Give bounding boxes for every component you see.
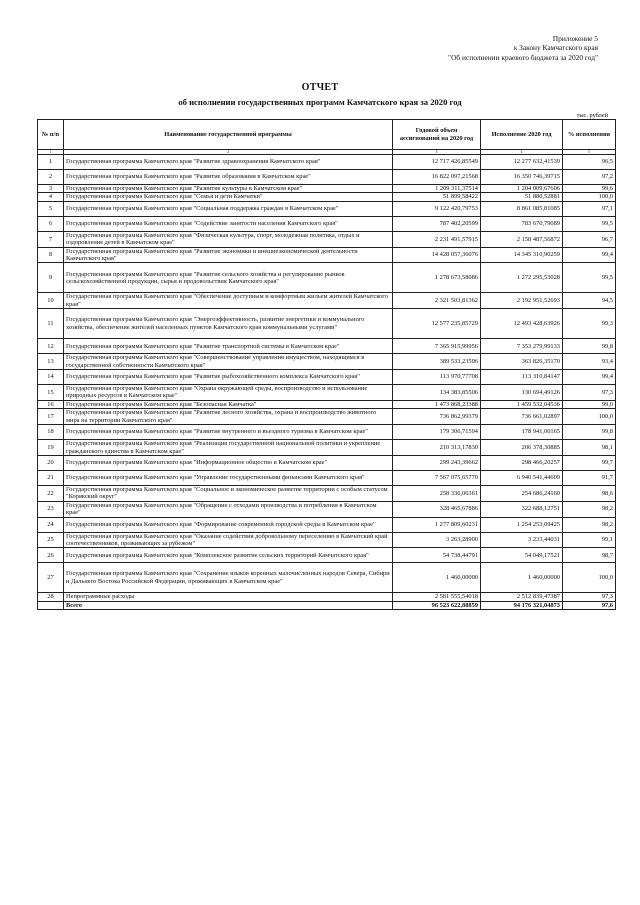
planned-amount: 1 277 809,60231 bbox=[393, 517, 481, 532]
executed-amount: 130 694,49126 bbox=[481, 385, 563, 401]
execution-percent: 98,7 bbox=[563, 548, 616, 563]
program-name: Государственная программа Камчатского края "Развитие здравоохранения Камчатского края" bbox=[64, 155, 393, 170]
table-row bbox=[38, 216, 616, 231]
execution-percent: 99,5 bbox=[563, 263, 616, 293]
units-label: тыс. рублей bbox=[576, 112, 608, 119]
execution-percent: 100,0 bbox=[563, 409, 616, 425]
total-fact: 94 176 321,04873 bbox=[481, 601, 563, 609]
row-number: 5 bbox=[38, 201, 64, 216]
table-row bbox=[38, 563, 616, 593]
header-name: Наименование государственной программы bbox=[64, 120, 393, 150]
executed-amount: 12 277 632,41539 bbox=[481, 155, 563, 170]
table-row bbox=[38, 170, 616, 185]
program-name: Государственная программа Камчатского края "Обеспечение доступным и комфортным жильем жителей Камчатского края" bbox=[64, 293, 393, 309]
row-number: 26 bbox=[38, 548, 64, 563]
program-name: Государственная программа Камчатского края "Оказание содействия добровольному переселению в Камчатский край соотечественников, проживающих за рубежом" bbox=[64, 532, 393, 548]
executed-amount: 298 466,20257 bbox=[481, 455, 563, 470]
planned-amount: 1 209 311,37514 bbox=[393, 185, 481, 193]
execution-percent: 99,8 bbox=[563, 425, 616, 440]
report-table bbox=[37, 119, 616, 610]
header-pct: % исполнения bbox=[563, 120, 616, 150]
planned-amount: 787 402,20599 bbox=[393, 216, 481, 231]
header-plan: Годовой объем ассигнований на 2020 год bbox=[393, 120, 481, 150]
executed-amount: 54 049,17521 bbox=[481, 548, 563, 563]
row-number: 24 bbox=[38, 517, 64, 532]
row-number: 23 bbox=[38, 501, 64, 517]
total-num-cell bbox=[38, 601, 64, 609]
table-row bbox=[38, 470, 616, 485]
planned-amount: 7 567 075,65770 bbox=[393, 470, 481, 485]
column-index: 3 bbox=[393, 150, 481, 155]
planned-amount: 258 336,06361 bbox=[393, 485, 481, 501]
program-name: Государственная программа Камчатского края "Сохранение языков коренных малочисленных народов Севера, Сибири и Дальнего Востока Российской Федерации, проживающих в Камчатском крае" bbox=[64, 563, 393, 593]
execution-percent: 99,8 bbox=[563, 339, 616, 354]
executed-amount: 2 192 951,52693 bbox=[481, 293, 563, 309]
row-number: 21 bbox=[38, 470, 64, 485]
program-name: Государственная программа Камчатского края "Развитие образования в Камчатском крае" bbox=[64, 170, 393, 185]
execution-percent: 94,5 bbox=[563, 293, 616, 309]
planned-amount: 736 862,99379 bbox=[393, 409, 481, 425]
program-name: Государственная программа Камчатского края "Семья и дети Камчатки" bbox=[64, 193, 393, 201]
row-number: 25 bbox=[38, 532, 64, 548]
header-fact: Исполнение 2020 год bbox=[481, 120, 563, 150]
planned-amount: 1 460,00000 bbox=[393, 563, 481, 593]
total-plan: 96 523 622,88859 bbox=[393, 601, 481, 609]
program-name: Государственная программа Камчатского края "Развитие внутреннего и въездного туризма в Камчатском крае" bbox=[64, 425, 393, 440]
executed-amount: 1 272 295,53028 bbox=[481, 263, 563, 293]
table-row bbox=[38, 440, 616, 456]
executed-amount: 3 233,44031 bbox=[481, 532, 563, 548]
row-number: 4 bbox=[38, 193, 64, 201]
executed-amount: 6 940 541,44609 bbox=[481, 470, 563, 485]
row-number: 14 bbox=[38, 370, 64, 385]
execution-percent: 99,0 bbox=[563, 400, 616, 408]
table-row bbox=[38, 185, 616, 193]
row-number: 16 bbox=[38, 400, 64, 408]
program-name: Государственная программа Камчатского края "Совершенствование управления имуществом, находящимся в государственной собственности Камчатского края" bbox=[64, 354, 393, 370]
appendix-line-2: к Закону Камчатского края bbox=[513, 43, 598, 53]
executed-amount: 322 688,12751 bbox=[481, 501, 563, 517]
table-row bbox=[38, 193, 616, 201]
executed-amount: 12 493 428,63926 bbox=[481, 309, 563, 339]
table-row bbox=[38, 593, 616, 601]
row-number: 13 bbox=[38, 354, 64, 370]
row-number: 9 bbox=[38, 263, 64, 293]
table-row bbox=[38, 532, 616, 548]
planned-amount: 12 717 426,85549 bbox=[393, 155, 481, 170]
table-row bbox=[38, 455, 616, 470]
execution-percent: 99,1 bbox=[563, 532, 616, 548]
executed-amount: 206 378,30885 bbox=[481, 440, 563, 456]
execution-percent: 99,4 bbox=[563, 247, 616, 263]
planned-amount: 9 122 420,79753 bbox=[393, 201, 481, 216]
planned-amount: 2 321 503,81362 bbox=[393, 293, 481, 309]
program-name: Государственная программа Камчатского края "Развитие транспортной системы в Камчатском крае" bbox=[64, 339, 393, 354]
total-label: Всего bbox=[64, 601, 393, 609]
row-number: 12 bbox=[38, 339, 64, 354]
execution-percent: 100,0 bbox=[563, 563, 616, 593]
planned-amount: 1 473 868,23388 bbox=[393, 400, 481, 408]
execution-percent: 91,7 bbox=[563, 470, 616, 485]
planned-amount: 3 263,28900 bbox=[393, 532, 481, 548]
row-number: 10 bbox=[38, 293, 64, 309]
table-row bbox=[38, 409, 616, 425]
program-name: Государственная программа Камчатского края "Обращение с отходами производства и потребления в Камчатском крае" bbox=[64, 501, 393, 517]
row-number: 3 bbox=[38, 185, 64, 193]
program-name: Государственная программа Камчатского края "Комплексное развитие сельских территорий Камчатского края" bbox=[64, 548, 393, 563]
program-name: Государственная программа Камчатского края "Социальное и экономическое развитие территории с особым статусом "Корякский округ" bbox=[64, 485, 393, 501]
executed-amount: 113 310,84147 bbox=[481, 370, 563, 385]
execution-percent: 98,2 bbox=[563, 517, 616, 532]
execution-percent: 96,7 bbox=[563, 231, 616, 247]
table-row bbox=[38, 385, 616, 401]
appendix-note bbox=[448, 34, 598, 62]
table-row bbox=[38, 339, 616, 354]
appendix-line-3: "Об исполнении краевого бюджета за 2020 год" bbox=[448, 52, 598, 62]
planned-amount: 389 533,23506 bbox=[393, 354, 481, 370]
program-name: Государственная программа Камчатского края "Социальная поддержка граждан в Камчатском крае" bbox=[64, 201, 393, 216]
planned-amount: 328 465,67886 bbox=[393, 501, 481, 517]
execution-percent: 98,1 bbox=[563, 440, 616, 456]
planned-amount: 113 970,77708 bbox=[393, 370, 481, 385]
row-number: 20 bbox=[38, 455, 64, 470]
executed-amount: 1 460,00000 bbox=[481, 563, 563, 593]
table-row bbox=[38, 548, 616, 563]
program-name: Государственная программа Камчатского края "Управление государственными финансами Камчатского края" bbox=[64, 470, 393, 485]
planned-amount: 7 365 915,99956 bbox=[393, 339, 481, 354]
program-name: Государственная программа Камчатского края "Формирование современной городской среды в Камчатском крае" bbox=[64, 517, 393, 532]
executed-amount: 2 158 487,56872 bbox=[481, 231, 563, 247]
table-row bbox=[38, 231, 616, 247]
row-number: 6 bbox=[38, 216, 64, 231]
executed-amount: 7 353 279,99133 bbox=[481, 339, 563, 354]
header-num: № п/п bbox=[38, 120, 64, 150]
program-name: Государственная программа Камчатского края "Развитие лесного хозяйства, охрана и воспроизводство животного мира на территории Камчатского края" bbox=[64, 409, 393, 425]
planned-amount: 134 383,85506 bbox=[393, 385, 481, 401]
executed-amount: 14 345 310,90259 bbox=[481, 247, 563, 263]
column-index: 4 bbox=[481, 150, 563, 155]
execution-percent: 97,1 bbox=[563, 201, 616, 216]
execution-percent: 97,2 bbox=[563, 170, 616, 185]
execution-percent: 99,3 bbox=[563, 309, 616, 339]
executed-amount: 51 880,52881 bbox=[481, 193, 563, 201]
table-row bbox=[38, 354, 616, 370]
execution-percent: 99,4 bbox=[563, 370, 616, 385]
table-row bbox=[38, 247, 616, 263]
execution-percent: 99,7 bbox=[563, 455, 616, 470]
row-number: 17 bbox=[38, 409, 64, 425]
column-index: 5 bbox=[563, 150, 616, 155]
planned-amount: 12 577 235,85729 bbox=[393, 309, 481, 339]
planned-amount: 1 278 673,58086 bbox=[393, 263, 481, 293]
total-row bbox=[38, 601, 616, 609]
program-name: Государственная программа Камчатского края "Информационное общество в Камчатском крае" bbox=[64, 455, 393, 470]
row-number: 28 bbox=[38, 593, 64, 601]
execution-percent: 97,3 bbox=[563, 593, 616, 601]
table-row bbox=[38, 400, 616, 408]
executed-amount: 736 661,02897 bbox=[481, 409, 563, 425]
execution-percent: 98,2 bbox=[563, 501, 616, 517]
total-pct: 97,6 bbox=[563, 601, 616, 609]
planned-amount: 2 581 555,54018 bbox=[393, 593, 481, 601]
executed-amount: 363 826,35170 bbox=[481, 354, 563, 370]
planned-amount: 14 428 057,36076 bbox=[393, 247, 481, 263]
document-title: ОТЧЕТ bbox=[301, 82, 339, 93]
table-row bbox=[38, 485, 616, 501]
row-number: 22 bbox=[38, 485, 64, 501]
program-name: Государственная программа Камчатского края "Развитие культуры в Камчатском крае" bbox=[64, 185, 393, 193]
row-number: 19 bbox=[38, 440, 64, 456]
executed-amount: 254 686,24160 bbox=[481, 485, 563, 501]
table-row bbox=[38, 293, 616, 309]
program-name: Государственная программа Камчатского края "Развитие рыбохозяйственного комплекса Камчатского края" bbox=[64, 370, 393, 385]
row-number: 2 bbox=[38, 170, 64, 185]
execution-percent: 98,6 bbox=[563, 485, 616, 501]
table-row bbox=[38, 155, 616, 170]
row-number: 1 bbox=[38, 155, 64, 170]
executed-amount: 783 670,79089 bbox=[481, 216, 563, 231]
planned-amount: 54 738,44791 bbox=[393, 548, 481, 563]
executed-amount: 1 254 253,09425 bbox=[481, 517, 563, 532]
header-row bbox=[38, 120, 616, 150]
table-row bbox=[38, 517, 616, 532]
planned-amount: 299 243,39662 bbox=[393, 455, 481, 470]
execution-percent: 93,4 bbox=[563, 354, 616, 370]
table-row bbox=[38, 201, 616, 216]
row-number: 8 bbox=[38, 247, 64, 263]
table-row bbox=[38, 370, 616, 385]
executed-amount: 2 512 839,47387 bbox=[481, 593, 563, 601]
column-index: 2 bbox=[64, 150, 393, 155]
executed-amount: 8 861 085,81085 bbox=[481, 201, 563, 216]
executed-amount: 16 350 746,39715 bbox=[481, 170, 563, 185]
execution-percent: 99,6 bbox=[563, 185, 616, 193]
row-number: 15 bbox=[38, 385, 64, 401]
program-name: Государственная программа Камчатского края "Энергоэффективность, развитие энергетики и коммунального хозяйства, обеспечение жителей населенных пунктов Камчатского края коммунальными услугами" bbox=[64, 309, 393, 339]
table-row bbox=[38, 501, 616, 517]
planned-amount: 210 313,17830 bbox=[393, 440, 481, 456]
executed-amount: 1 459 532,04536 bbox=[481, 400, 563, 408]
planned-amount: 179 306,71594 bbox=[393, 425, 481, 440]
column-index: 1 bbox=[38, 150, 64, 155]
program-name: Государственная программа Камчатского края "Развитие сельского хозяйства и регулирование рынков сельскохозяйственной продукции, сырья и продовольствия Камчатского края" bbox=[64, 263, 393, 293]
program-name: Государственная программа Камчатского края "Развитие экономики и внешнеэкономической деятельности Камчатского края" bbox=[64, 247, 393, 263]
row-number: 11 bbox=[38, 309, 64, 339]
program-name: Государственная программа Камчатского края "Безопасная Камчатка" bbox=[64, 400, 393, 408]
program-name: Непрограммные расходы bbox=[64, 593, 393, 601]
table-row bbox=[38, 425, 616, 440]
row-number: 7 bbox=[38, 231, 64, 247]
table-row bbox=[38, 309, 616, 339]
execution-percent: 97,3 bbox=[563, 385, 616, 401]
program-name: Государственная программа Камчатского края "Содействие занятости населения Камчатского края" bbox=[64, 216, 393, 231]
program-name: Государственная программа Камчатского края "Реализация государственной национальной политики и укрепление гражданского единства в Камчатском крае" bbox=[64, 440, 393, 456]
planned-amount: 16 822 097,21568 bbox=[393, 170, 481, 185]
document-subtitle: об исполнении государственных программ Камчатского края за 2020 год bbox=[178, 97, 462, 107]
planned-amount: 51 899,58422 bbox=[393, 193, 481, 201]
table-row bbox=[38, 263, 616, 293]
program-name: Государственная программа Камчатского края "Охрана окружающей среды, воспроизводство и использование природных ресурсов в Камчатском крае" bbox=[64, 385, 393, 401]
planned-amount: 2 231 491,57915 bbox=[393, 231, 481, 247]
execution-percent: 100,0 bbox=[563, 193, 616, 201]
execution-percent: 96,5 bbox=[563, 155, 616, 170]
executed-amount: 178 941,00165 bbox=[481, 425, 563, 440]
row-number: 18 bbox=[38, 425, 64, 440]
program-name: Государственная программа Камчатского края "Физическая культура, спорт, молодежная политика, отдых и оздоровление детей в Камчатском крае" bbox=[64, 231, 393, 247]
appendix-line-1: Приложение 5 bbox=[552, 34, 598, 43]
row-number: 27 bbox=[38, 563, 64, 593]
executed-amount: 1 204 009,67606 bbox=[481, 185, 563, 193]
execution-percent: 99,5 bbox=[563, 216, 616, 231]
